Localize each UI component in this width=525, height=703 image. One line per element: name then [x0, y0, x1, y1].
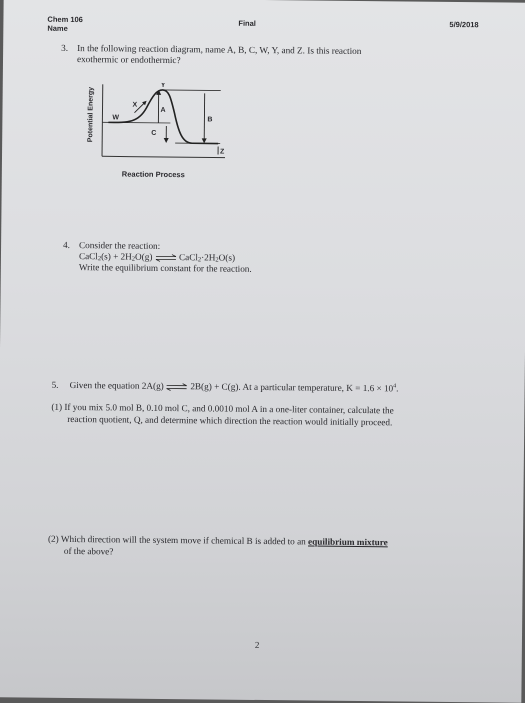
exam-date: 5/9/2018 — [449, 20, 478, 29]
exam-title: Final — [238, 19, 256, 28]
part2-emphasis: equilibrium mixture — [308, 536, 388, 547]
arrow-c-head — [164, 138, 169, 143]
diagram-y-axis-label: Potential Energy — [87, 87, 95, 142]
label-b: B — [207, 116, 212, 123]
reaction-energy-diagram — [80, 82, 229, 166]
given-exponent: 4 — [393, 383, 396, 389]
eq-left-1: CaCl — [79, 251, 98, 261]
eq-left-2: (s) + 2H — [101, 251, 132, 261]
equilibrium-arrows-icon — [155, 254, 177, 262]
label-z: Z — [220, 149, 225, 156]
question-4-instruction: Write the equilibrium constant for the reaction. — [79, 262, 252, 274]
equilibrium-arrows-icon — [166, 383, 188, 391]
page-number: 2 — [255, 640, 260, 650]
energy-curve — [108, 89, 219, 143]
eq-right-1: CaCl — [179, 252, 198, 262]
label-x: X — [133, 102, 138, 109]
label-y: Y — [161, 82, 166, 89]
label-a: A — [160, 107, 165, 114]
eq-left-3: O(g) — [135, 252, 152, 262]
diagram-x-axis-label: Reaction Process — [122, 170, 185, 180]
diagram-x-axis — [102, 156, 225, 157]
eq-right-2: ·2H — [201, 252, 215, 262]
name-label: Name — [47, 24, 68, 33]
eq-right-1-sub: 2 — [198, 256, 201, 263]
eq-right-3: O(s) — [219, 253, 235, 263]
question-3-line1: In the following reaction diagram, name A, B, C, W, Y, and Z. Is this reaction — [77, 43, 361, 56]
question-5-part2-line1 — [48, 534, 388, 548]
question-5-part1-line1: (1) If you mix 5.0 mol B, 0.10 mol C, and 0.0010 mol A in a one-liter container, calculate the — [51, 402, 393, 416]
question-4-number: 4. — [63, 240, 70, 250]
question-5-part1-line2: reaction quotient, Q, and determine which direction the reaction would initially proceed. — [67, 414, 392, 427]
course-label: Chem 106 — [47, 15, 83, 24]
eq-left-2-sub: 2 — [132, 256, 135, 263]
label-c: C — [151, 130, 156, 137]
label-w: W — [112, 114, 119, 121]
question-3-line2: exothermic or endothermic? — [77, 54, 181, 65]
given-right: 2B(g) + C(g). At a particular temperature, K = 1.6 × 10 — [190, 381, 393, 393]
given-left: Given the equation 2A(g) — [70, 380, 164, 391]
question-5-part2-line2: of the above? — [64, 546, 114, 557]
eq-left-1-sub: 2 — [98, 255, 101, 262]
peak-level-line — [161, 90, 221, 91]
eq-right-2-sub: 2 — [215, 257, 218, 264]
diagram-y-axis — [102, 84, 103, 156]
given-end: . — [396, 383, 398, 393]
question-4-intro: Consider the reaction: — [79, 240, 160, 251]
part2-text: (2) Which direction will the system move if chemical B is added to an — [48, 534, 308, 547]
question-5-number: 5. — [52, 380, 59, 390]
question-3-number: 3. — [61, 43, 68, 53]
question-5-given — [70, 380, 399, 393]
